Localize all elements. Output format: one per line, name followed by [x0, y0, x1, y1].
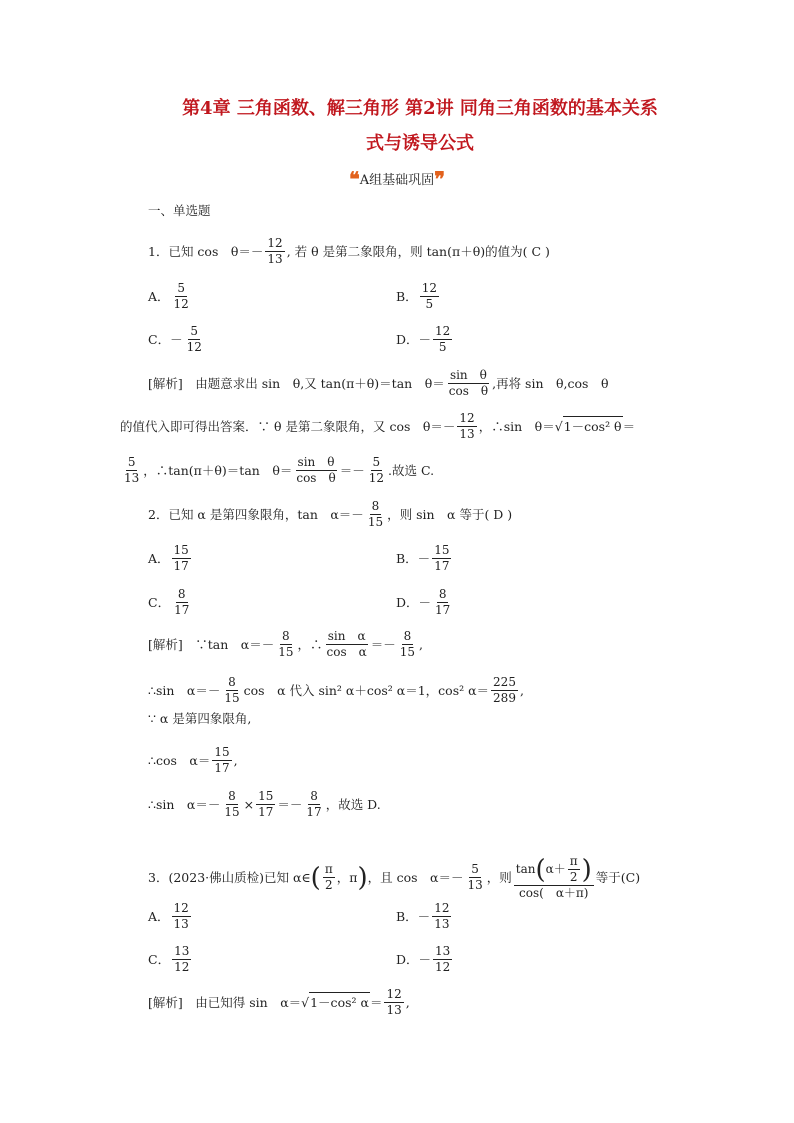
den: cos θ — [296, 471, 336, 485]
fraction — [222, 675, 241, 706]
den: cos( α＋π) — [519, 886, 589, 900]
q1-stem-text: 1．已知 cos θ＝－ — [148, 243, 264, 259]
text: ∴cos α＝ — [148, 752, 211, 768]
text: , — [405, 994, 410, 1010]
option-fraction — [433, 587, 452, 618]
option-label: D．－ — [396, 594, 432, 610]
q3-stem — [148, 854, 640, 901]
q3-option-d — [396, 944, 454, 975]
den: 13 — [386, 1003, 402, 1017]
option-fraction — [432, 901, 451, 932]
text: ，∴sin θ＝ — [478, 418, 555, 434]
num: 8 — [403, 629, 412, 643]
fraction — [465, 862, 484, 893]
num: 5 — [190, 324, 199, 338]
den: 13 — [267, 252, 283, 266]
option-label: D．－ — [396, 331, 432, 347]
text: ＝ — [622, 418, 636, 434]
q3-option-c — [148, 944, 193, 975]
num: 13 — [435, 944, 451, 958]
option-label: C．－ — [148, 331, 183, 347]
option-fraction — [185, 324, 204, 355]
option-label: C． — [148, 951, 171, 967]
q2-option-d — [396, 587, 454, 618]
q1-stem-text2: , 若 θ 是第二象限角，则 tan(π＋θ)的值为( C ) — [286, 243, 550, 259]
den: 13 — [459, 427, 475, 441]
quote-close-icon: ❞ — [434, 167, 445, 191]
q1-solution-line1 — [148, 368, 608, 399]
num: 5 — [471, 862, 479, 876]
num: sin θ — [449, 368, 487, 382]
num — [514, 854, 594, 886]
num: 8 — [177, 587, 186, 601]
fraction — [568, 854, 580, 885]
fraction — [222, 789, 241, 820]
q2-solution-line5 — [148, 789, 381, 820]
num: 12 — [459, 411, 475, 425]
q2-option-a — [148, 543, 193, 574]
q2-solution-line1 — [148, 629, 423, 660]
sqrt-sign: √ — [301, 994, 310, 1010]
num: 8 — [371, 499, 380, 513]
num: 5 — [127, 455, 136, 469]
fraction — [447, 368, 490, 399]
option-label: A． — [148, 288, 170, 304]
text: , — [419, 636, 424, 652]
sqrt-sign: √ — [554, 418, 563, 434]
fraction — [398, 629, 417, 660]
text: ＝－ — [339, 462, 365, 478]
text: 2．已知 α 是第四象限角，tan α＝－ — [148, 506, 364, 522]
option-fraction — [432, 543, 451, 574]
fraction — [276, 629, 295, 660]
text: 的值代入即可得出答案．∵ θ 是第二象限角，又 cos θ＝－ — [120, 418, 456, 434]
num: sin α — [327, 629, 366, 643]
fraction — [457, 411, 476, 442]
num: 5 — [372, 455, 381, 469]
option-fraction — [433, 324, 452, 355]
option-label: B． — [396, 288, 418, 304]
q2-option-b — [396, 543, 453, 574]
q3-solution-line1 — [148, 987, 410, 1018]
fraction — [323, 862, 335, 893]
num: 8 — [310, 789, 318, 803]
q1-solution-line2 — [120, 411, 635, 442]
den: 15 — [224, 691, 240, 705]
text: 等于(C) — [595, 869, 641, 885]
text: [解析] ∵tan α＝－ — [148, 636, 275, 652]
num: 15 — [258, 789, 274, 803]
q2-solution-line4 — [148, 745, 238, 776]
text: ,再将 sin θ,cos θ — [492, 375, 609, 391]
num: 8 — [282, 629, 290, 643]
q3-option-a — [148, 901, 193, 932]
text: .故选 C. — [388, 462, 435, 478]
left-paren: ( — [535, 854, 546, 885]
option-fraction — [172, 944, 191, 975]
den: 15 — [399, 645, 416, 659]
den: 15 — [367, 515, 384, 529]
fraction — [491, 675, 518, 706]
tan-label: tan — [515, 862, 536, 876]
quote-open-icon: ❝ — [349, 167, 360, 191]
q1-option-d — [396, 324, 454, 355]
den: 15 — [278, 645, 294, 659]
den: 12 — [435, 960, 451, 974]
q2-solution-line3: ∵ α 是第四象限角, — [148, 711, 252, 726]
option-label: A． — [148, 908, 170, 924]
den: 15 — [224, 805, 240, 819]
den: 17 — [214, 761, 230, 775]
option-label: B．－ — [396, 908, 431, 924]
den: 17 — [434, 559, 450, 573]
text: , — [233, 752, 238, 768]
num: 8 — [228, 789, 236, 803]
left-paren: ( — [310, 862, 321, 893]
q2-solution-line2 — [148, 675, 524, 706]
text: ，∴tan(π＋θ)＝tan θ＝ — [143, 462, 293, 478]
den: cos α — [326, 645, 367, 659]
den: 12 — [173, 297, 189, 311]
option-fraction — [172, 281, 191, 312]
option-fraction — [433, 944, 452, 975]
text: ，则 sin α 等于( D ) — [387, 506, 513, 522]
den: 12 — [186, 340, 202, 354]
text: ，且 cos α＝－ — [367, 869, 464, 885]
den: 17 — [173, 559, 189, 573]
text: ＝ — [369, 994, 383, 1010]
fraction — [256, 789, 275, 820]
text: ，故选 D. — [325, 796, 381, 812]
group-heading — [0, 168, 794, 192]
den: 17 — [258, 805, 274, 819]
q2-stem — [148, 499, 512, 530]
num: π — [569, 854, 578, 868]
option-fraction — [172, 587, 191, 618]
option-fraction — [420, 281, 439, 312]
q1-fraction — [265, 236, 284, 267]
option-label: C． — [148, 594, 171, 610]
num: 8 — [438, 587, 447, 601]
chapter-title-line2: 式与诱导公式 — [366, 133, 474, 154]
num: sin θ — [297, 455, 335, 469]
num: 5 — [177, 281, 185, 295]
q1-option-a — [148, 281, 193, 312]
num: 225 — [493, 675, 516, 689]
text: cos α 代入 sin² α＋cos² α＝1，cos² α＝ — [243, 682, 490, 698]
fraction — [384, 987, 403, 1018]
text: , — [519, 682, 524, 698]
big-fraction — [514, 854, 594, 901]
num: 15 — [214, 745, 230, 759]
text: ，π — [336, 869, 358, 885]
text: ，∴ — [297, 636, 323, 652]
times-sign: × — [243, 796, 255, 812]
group-label: A组基础巩固 — [359, 173, 435, 188]
num: 15 — [434, 543, 450, 557]
q1-option-c — [148, 324, 206, 355]
q1-solution-line3 — [120, 455, 434, 486]
text: ∴sin α＝－ — [148, 796, 221, 812]
text: ，则 — [486, 869, 512, 885]
right-paren: ) — [581, 854, 592, 885]
den: 17 — [174, 603, 190, 617]
radicand: 1－cos² θ — [563, 416, 623, 437]
den: 13 — [173, 917, 189, 931]
num: 12 — [386, 987, 402, 1001]
den: 12 — [174, 960, 190, 974]
text: 3．(2023·佛山质检)已知 α∈ — [148, 869, 311, 885]
option-label: A． — [148, 550, 170, 566]
den: 17 — [435, 603, 451, 617]
fraction — [294, 455, 337, 486]
den: 12 — [368, 471, 384, 485]
num: 12 — [435, 324, 451, 338]
num: 12 — [421, 281, 437, 295]
num: 13 — [174, 944, 190, 958]
option-label: B．－ — [396, 550, 431, 566]
option-fraction — [172, 901, 191, 932]
q1-stem — [148, 236, 550, 267]
den: 289 — [493, 691, 516, 705]
q3-option-b — [396, 901, 453, 932]
chapter-title-line1: 第4章 三角函数、解三角形 第2讲 同角三角函数的基本关系 — [182, 98, 658, 119]
q1-option-b — [396, 281, 441, 312]
option-label: D．－ — [396, 951, 432, 967]
fraction — [212, 745, 231, 776]
fraction — [367, 455, 386, 486]
q2-option-c — [148, 587, 193, 618]
section-heading: 一、单选题 — [148, 203, 211, 218]
num: π — [324, 862, 333, 876]
den: 5 — [438, 340, 447, 354]
num: 12 — [173, 901, 189, 915]
text: α＋ — [545, 862, 566, 876]
num: 12 — [267, 236, 283, 250]
text: [解析] 由已知得 sin α＝ — [148, 994, 302, 1010]
den: 13 — [124, 471, 140, 485]
den: 5 — [425, 297, 434, 311]
fraction — [366, 499, 385, 530]
num: 15 — [173, 543, 189, 557]
option-fraction — [172, 543, 191, 574]
num: 12 — [434, 901, 450, 915]
fraction — [122, 455, 141, 486]
radicand: 1－cos² α — [309, 992, 370, 1013]
den: 17 — [306, 805, 322, 819]
den: 2 — [324, 878, 333, 892]
num: 8 — [228, 675, 236, 689]
text: [解析] 由题意求出 sin θ,又 tan(π＋θ)＝tan θ＝ — [148, 375, 445, 391]
den: 13 — [467, 878, 483, 892]
fraction — [325, 629, 369, 660]
den: cos θ — [448, 384, 489, 398]
text: ＝－ — [370, 636, 396, 652]
fraction — [304, 789, 323, 820]
right-paren: ) — [357, 862, 368, 893]
den: 2 — [569, 870, 578, 884]
den: 13 — [434, 917, 450, 931]
text: ∴sin α＝－ — [148, 682, 221, 698]
text: ＝－ — [277, 796, 303, 812]
